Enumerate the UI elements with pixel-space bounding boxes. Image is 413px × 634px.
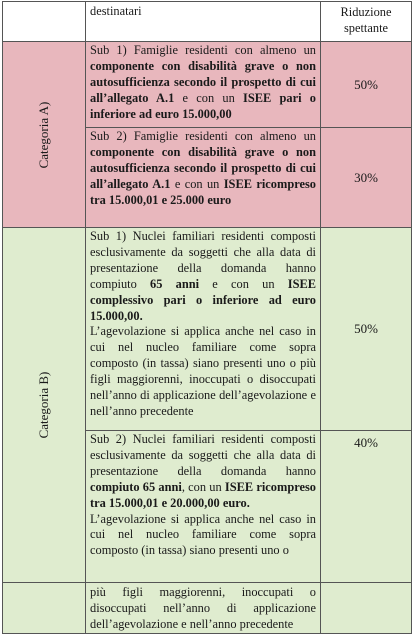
continuation-row <box>3 583 412 634</box>
categoria-a-sub1-description <box>86 42 321 128</box>
paragraph: L’agevolazione si applica anche nel caso in cui nel nucleo familiare come sopra composto (in tassa) siano presenti uno o <box>90 511 316 558</box>
paragraph <box>90 229 316 324</box>
categoria-b-sub2-reduction: 40% <box>321 431 412 583</box>
text: Sub 2) Famiglie residenti con almeno un <box>90 129 316 143</box>
header-riduzione-spettante: Riduzione spettante <box>321 2 412 42</box>
categoria-b-sub1-reduction: 50% <box>321 228 412 431</box>
text: e con un <box>199 276 288 291</box>
bold-text: ISEE ricompreso tra 15.000,01 e 25.000 euro <box>90 176 316 207</box>
header-empty-cell <box>3 2 86 42</box>
categoria-a-label: Categoria A) <box>36 101 52 168</box>
text: Sub 1) Nuclei familiari residenti composti esclusivamente da soggetti che alla data di presentazione della domanda hanno compiuto <box>90 229 316 291</box>
text: e con un <box>170 176 224 191</box>
categoria-a-sub1-reduction: 50% <box>321 42 412 128</box>
paragraph <box>90 432 316 512</box>
bold-text: 65 anni <box>150 276 200 291</box>
categoria-a-sub2-description <box>86 128 321 228</box>
categoria-a-sub1-row <box>3 42 412 128</box>
bold-text: componente con disabilità grave o non autosufficienza secondo il prospetto di cui all’allegato A.1 <box>90 58 316 105</box>
reduction-table <box>2 1 412 634</box>
continuation-reduction-cell <box>321 583 412 634</box>
header-destinatari: destinatari <box>86 2 321 42</box>
continuation-empty-cell <box>3 583 86 634</box>
categoria-a-sub2-reduction: 30% <box>321 128 412 228</box>
categoria-b-cell <box>3 228 86 583</box>
categoria-b-sub2-description <box>86 431 321 583</box>
bold-text: ISEE complessivo pari o inferiore ad euro 15.000,00. <box>90 276 316 323</box>
text: Sub 1) Famiglie residenti con almeno un <box>90 43 316 57</box>
text: e con un <box>174 90 244 105</box>
bold-text: ISEE pari o inferiore ad euro 15.000,00 <box>90 90 316 121</box>
bold-text: ISEE ricompreso tra 15.000,01 e 20.000,00 euro. <box>90 479 316 510</box>
categoria-b-sub1-description <box>86 228 321 431</box>
paragraph: L’agevolazione si applica anche nel caso in cui nel nucleo familiare come sopra composto (in tassa) siano presenti uno o più figli maggiorenni, inoccupati o disoccupati nell’anno di applicazione dell’agevolazione e nell’anno precedente <box>90 324 316 418</box>
bold-text: compiuto 65 anni <box>90 479 182 494</box>
categoria-b-sub1-row <box>3 228 412 431</box>
categoria-a-cell <box>3 42 86 228</box>
bold-text: componente con disabilità grave o non autosufficienza secondo il prospetto di cui all’allegato A.1 <box>90 144 316 191</box>
text: Sub 2) Nuclei familiari residenti composti esclusivamente da soggetti che alla data di presentazione della domanda hanno <box>90 432 316 478</box>
categoria-b-label: Categoria B) <box>36 371 52 439</box>
header-row <box>3 2 412 42</box>
continuation-description: più figli maggiorenni, inoccupati o disoccupati nell’anno di applicazione dell’agevolazione e nell’anno precedente <box>86 583 321 634</box>
text: , con un <box>181 479 225 494</box>
